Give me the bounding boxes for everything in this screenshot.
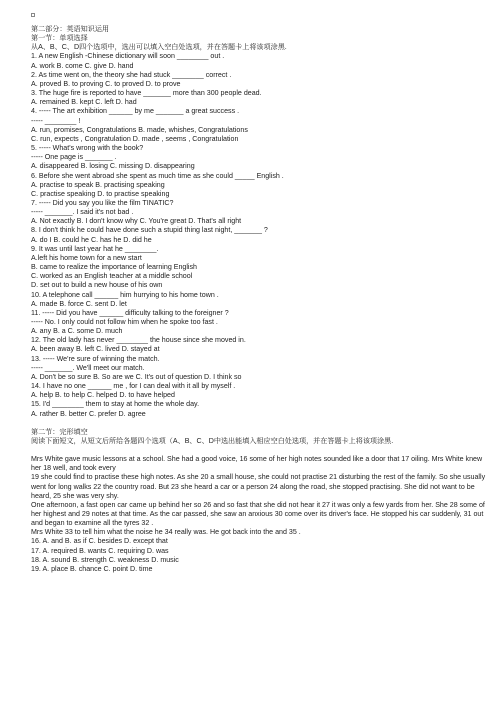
text-line: 从A、B、C、D四个选项中，选出可以填入空白处选项，并在答题卡上将该项涂黑. xyxy=(31,43,287,52)
text-line: C. worked as an English teacher at a middle school xyxy=(31,272,193,281)
text-line: D. set out to build a new house of his own xyxy=(31,281,163,290)
text-line: A. practise to speak B. practising speaking xyxy=(31,180,165,189)
cloze-passage xyxy=(31,455,488,537)
text-line: A. rather B. better C. prefer D. agree xyxy=(31,409,146,418)
text-line: 14. I have no one ______ me , for I can deal with it all by myself . xyxy=(31,382,236,391)
top-spacer xyxy=(31,11,488,25)
text-line: ----- No. I only could not follow him when he spoke too fast . xyxy=(31,318,218,326)
text-line: ----- ________ ! xyxy=(31,116,81,125)
text-line: 12. The old lady has never ________ the house since she moved in. xyxy=(31,336,246,345)
option-line: 16. A. and B. as if C. besides D. except that xyxy=(31,537,168,546)
text-line: A. Don't be so sure B. So are we C. It's out of question D. I think so xyxy=(31,372,242,381)
section-two-cloze-heading xyxy=(31,428,488,446)
text-line: A. made B. force C. sent D. let xyxy=(31,299,127,308)
text-line: 阅读下面短文，从短文后所给各题四个选项（A、B、C、D中选出能填入相应空白处选项，并在答题卡上将该项涂黑. xyxy=(31,436,394,445)
text-line: A. do I B. could he C. has he D. did he xyxy=(31,235,152,244)
text-line: ----- _______. We'll meet our match. xyxy=(31,363,145,372)
text-line: C. practise speaking D. to practise speaking xyxy=(31,189,170,198)
passage-paragraph: 19 she could find to practise these high notes. As she 20 a small house, she could not practise 21 disturbing the rest of the family. So she usually went for long walks 22 the country road. But 23 she heard a car or a person 24 along the road, she stopped practising. She did not want to be heard, 25 she was very shy. xyxy=(31,473,486,500)
text-line: A.left his home town for a new start xyxy=(31,253,142,262)
text-line: A. any B. a C. some D. much xyxy=(31,327,123,336)
text-line: A. disappeared B. losing C. missing D. disappearing xyxy=(31,162,195,171)
text-line: 15. I'd ________ them to stay at home the whole day. xyxy=(31,400,200,409)
text-line: A. help B. to help C. helped D. to have helped xyxy=(31,391,175,400)
passage-paragraph: One afternoon, a fast open car came up behind her so 26 and so fast that she did not hear it 27 it was only a few yards from her. She 28 some of her highest and 29 notes at that time. As the car passed, she saw an anxious 30 come over its driver's face. He stopped his car suddenly, 31 out and began to examine all the tyres 32 . xyxy=(31,500,485,528)
text-line: C. run, expects , Congratulation D. made , seems , Congratulation xyxy=(31,134,239,143)
cloze-options xyxy=(31,537,488,574)
text-line: A. been away B. left C. lived D. stayed at xyxy=(31,345,160,354)
text-line: A. proved B. to proving C. to proved D. to prove xyxy=(31,79,181,88)
section-one-multiple-choice xyxy=(31,25,488,419)
option-line: 19. A. place B. chance C. point D. time xyxy=(31,564,153,573)
text-line: 6. Before she went abroad she spent as much time as she could _____ English . xyxy=(31,171,284,180)
passage-paragraph: Mrs White 33 to tell him what the noise he 34 really was. He got back into the and 35 . xyxy=(31,528,301,537)
text-line: 3. The huge fire is reported to have _______ more than 300 people dead. xyxy=(31,89,262,98)
text-line: 7. ----- Did you say you like the film TINATIC? xyxy=(31,198,174,207)
text-line: ----- _______. I said it's not bad . xyxy=(31,208,134,217)
text-line: 5. ----- What's wrong with the book? xyxy=(31,144,144,153)
text-line: A. Not exactly B. I don't know why C. You're great D. That's all right xyxy=(31,217,242,226)
text-line: B. came to realize the importance of learning English xyxy=(31,263,198,272)
text-line: 第二部分：英语知识运用 xyxy=(31,25,110,33)
text-line: A. run, promises, Congratulations B. made, whishes, Congratulations xyxy=(31,125,248,134)
text-line: 1. A new English -Chinese dictionary will soon ________ out . xyxy=(31,52,225,61)
text-line: 9. It was until last year hat he ________. xyxy=(31,244,159,253)
section-gap xyxy=(31,446,488,455)
text-line: A. work B. come C. give D. hand xyxy=(31,61,134,70)
option-line: 18. A. sound B. strength C. weakness D. music xyxy=(31,555,179,564)
text-line: 10. A telephone call ______ him hurrying to his home town . xyxy=(31,290,219,299)
text-line: 2. As time went on, the theory she had stuck ________ correct . xyxy=(31,70,232,79)
text-line: 11. ----- Did you have ______ difficulty talking to the foreigner ? xyxy=(31,308,229,317)
passage-paragraph: Mrs White gave music lessons at a school. She had a good voice, 16 some of her high notes sounded like a door that 17 oiling. Mrs White knew her 18 well, and took every xyxy=(31,455,483,473)
text-line: 第一节：单项选择 xyxy=(31,34,88,43)
text-line: ----- One page is _______ . xyxy=(31,153,117,162)
text-line: A. remained B. kept C. left D. had xyxy=(31,98,137,107)
corner-mark-icon xyxy=(31,13,35,17)
text-line: 13. ----- We're sure of winning the match. xyxy=(31,354,160,363)
section-gap xyxy=(31,419,488,428)
option-line: 17. A. required B. wants C. requiring D. was xyxy=(31,546,169,555)
text-line: 第二节：完形填空 xyxy=(31,427,88,436)
text-line: 4. ----- The art exhibition ______ by me _______ a great success . xyxy=(31,107,240,116)
text-line: 8. I don't think he could have done such a stupid thing last night, _______ ? xyxy=(31,226,268,235)
